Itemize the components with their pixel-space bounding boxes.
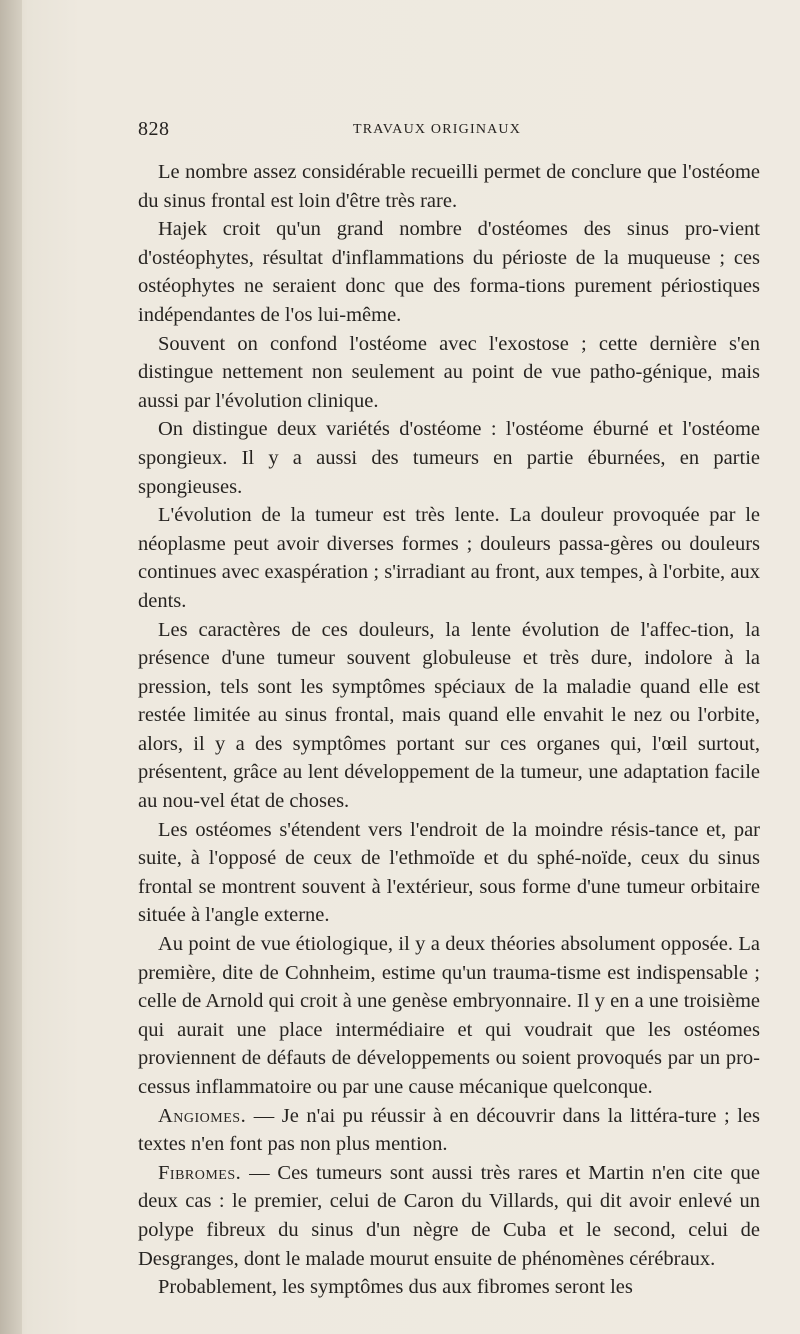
section-fibromes [138, 1159, 760, 1273]
page-number: 828 [138, 118, 170, 140]
section-heading: Angiomes. [158, 1104, 247, 1127]
paragraph: Souvent on confond l'ostéome avec l'exostose ; cette dernière s'en distingue nettement non seulement au point de vue patho-génique, mais aussi par l'évolution clinique. [138, 332, 760, 412]
section-text: — Je n'ai pu réussir à en découvrir dans la littéra-ture ; les textes n'en font pas non plus mention. [138, 1104, 760, 1156]
section-heading: Fibromes. [158, 1161, 242, 1184]
page-header [138, 118, 758, 144]
body-text [138, 158, 760, 1302]
section-text: — Ces tumeurs sont aussi très rares et Martin n'en cite que deux cas : le premier, celui de Caron du Villards, qui dit avoir enlevé un polype fibreux du sinus d'un nègre de Cuba et le second, celui de Desgranges, dont le malade mourut ensuite de phénomènes cérébraux. [138, 1161, 760, 1270]
paragraph: Le nombre assez considérable recueilli permet de conclure que l'ostéome du sinus frontal est loin d'être très rare. [138, 161, 760, 212]
paragraph: Les ostéomes s'étendent vers l'endroit de la moindre résis-tance et, par suite, à l'opposé de ceux de l'ethmoïde et du sphé-noïde, ceux du sinus frontal se montrent souvent à l'extérieur, sous forme d'une tumeur orbitaire située à l'angle externe. [138, 818, 760, 927]
paragraph-last-line: Probablement, les symptômes dus aux fibromes seront les [158, 1276, 633, 1299]
paragraph: Hajek croit qu'un grand nombre d'ostéomes des sinus pro-vient d'ostéophytes, résultat d'inflammations du périoste de la muqueuse ; ces ostéophytes ne seraient donc que des forma-tions purement périostiques indépendantes de l'os lui-même. [138, 218, 760, 326]
paragraph: Au point de vue étiologique, il y a deux théories absolument opposée. La première, dite de Cohnheim, estime qu'un trauma-tisme est indispensable ; celle de Arnold qui croit à une genèse embryonnaire. Il y en a une troisième qui aurait une place intermédiaire et qui voudrait que les ostéomes proviennent de défauts de développements ou soient provoqués par un pro-cessus inflammatoire ou par une cause mécanique quelconque. [138, 933, 760, 1098]
paragraph: L'évolution de la tumeur est très lente. La douleur provoquée par le néoplasme peut avoir diverses formes ; douleurs passa-gères ou douleurs continues avec exaspération ; s'irradiant au front, aux tempes, à l'orbite, aux dents. [138, 504, 760, 612]
paragraph: On distingue deux variétés d'ostéome : l'ostéome éburné et l'ostéome spongieux. Il y a aussi des tumeurs en partie éburnées, en partie spongieuses. [138, 418, 760, 498]
section-angiomes [138, 1102, 760, 1159]
paragraph: Les caractères de ces douleurs, la lente évolution de l'affec-tion, la présence d'une tumeur souvent globuleuse et très dure, indolore à la pression, tels sont les symptômes spéciaux de la maladie quand elle est restée limitée au sinus frontal, mais quand elle envahit le nez ou l'orbite, alors, il y a des symptômes portant sur ces organes qui, l'œil surtout, présentent, grâce au lent développement de la tumeur, une adaptation facile au nou-vel état de choses. [138, 618, 760, 813]
page-gutter [0, 0, 22, 1334]
running-title: TRAVAUX ORIGINAUX [353, 122, 522, 137]
